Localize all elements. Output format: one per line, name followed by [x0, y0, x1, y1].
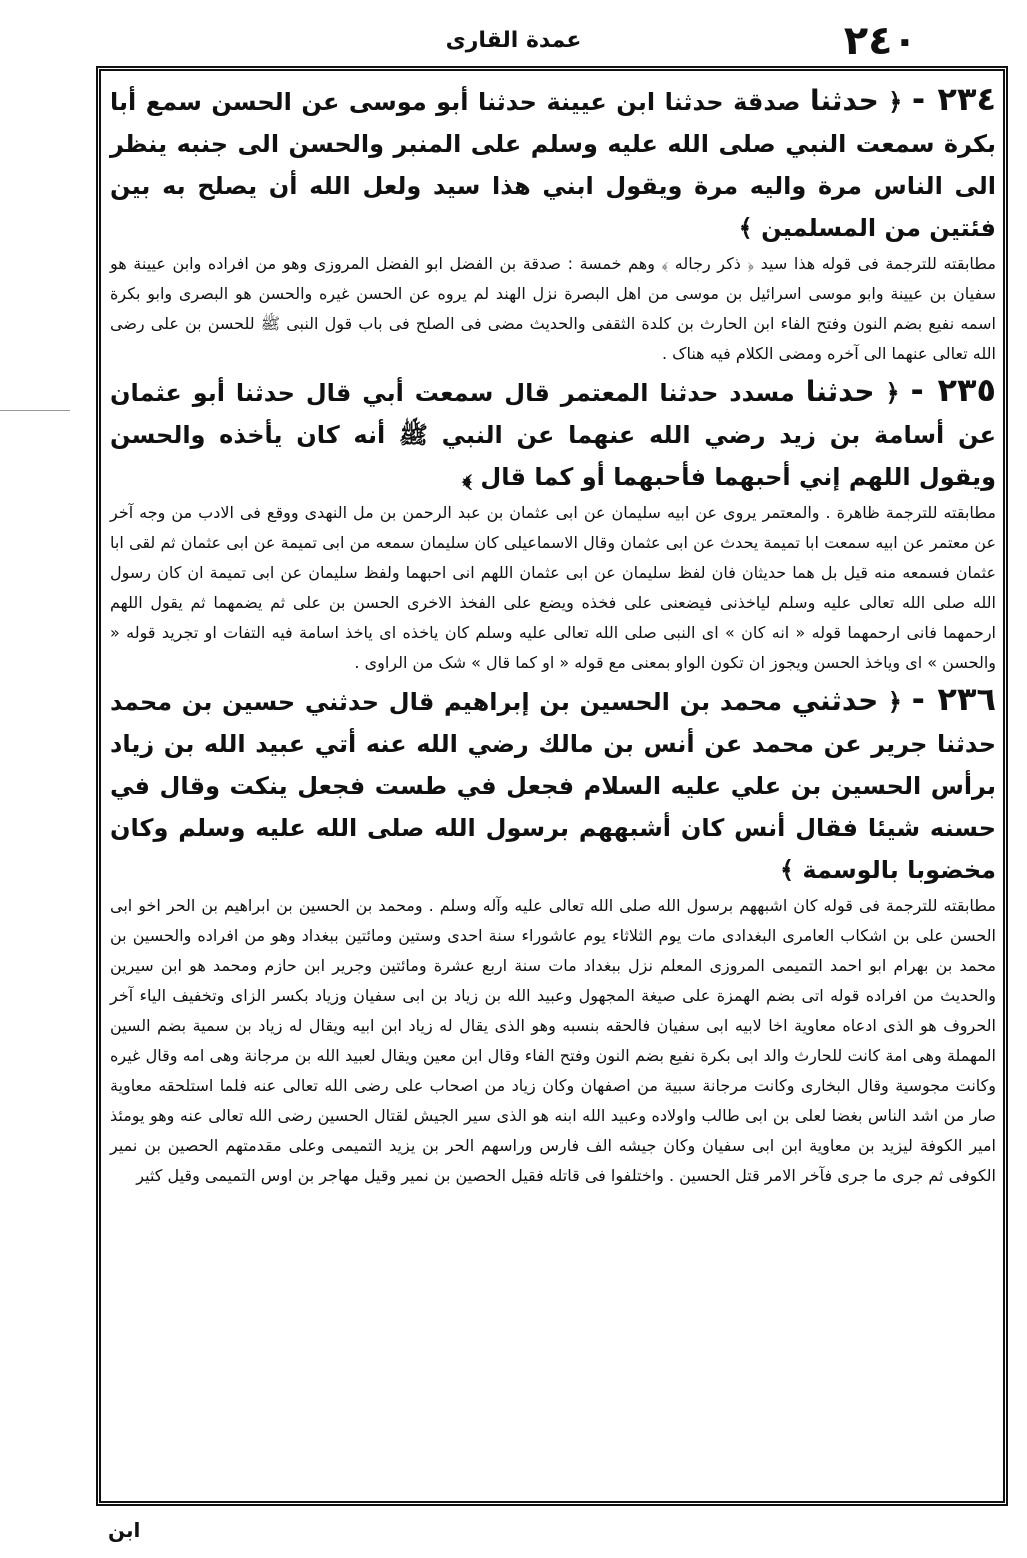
hadith-number: ٢٣٦ -: [911, 680, 996, 718]
commentary-paragraph: مطابقته للترجمة فی قوله کان اشبههم برسول الله صلی الله تعالی علیه وآله وسلم . ومحمد بن الحسین بن ابراهیم بن الحر اخو ابی الحسن علی بن اشکاب العامری البغدادی مات یوم الثلاثاء یوم عاشوراء سنة احدی وستین ومائتین ببغداد وهو من افراده والحسین بن محمد بن بهرام ابو احمد التمیمی المروزی المعلم نزل ببغداد مات سنة اربع عشرة ومائتین وجریر ابن حازم ومحمد هو ابن سیرین والحدیث من افراده قوله اتی بضم الهمزة علی صیغة المجهول وعبید الله بن زیاد بن ابی سفیان وزیاد بکسر الزای وتخفیف الیاء آخر الحروف هو الذی ادعاه معاویة اخا لابیه ابی سفیان فالحقه بنسبه وهو الذی یقال له زیاد ابن ابیه ویقال له زیاد بن سمیة بضم السین المهملة وهی امة کانت للحارث والد ابی بکرة نفیع بضم النون وفتح الفاء وقال ابن معین ویقال لعبید الله بن مرجانة وهی امه وقال غیره وکانت مجوسیة وقال البخاری وکانت مرجانة سبیة من اصفهان وکان زیاد من اصحاب علی رضی الله تعالی عنه فلما استلحقه معاویة صار من اشد الناس بغضا لعلی بن ابی طالب واولاده وعبید الله ابنه هو الذی سیر الجیش لقتال الحسین رضی الله تعالی عنه وهو یومئذ امیر الکوفة لیزید بن معاویة ابن ابی سفیان وکان جیشه الف فارس وراسهم الحر بن یزید التمیمی وعلی مقدمتهم الحصین بن نمیر الکوفی ثم جری ما جری فآخر الامر قتل الحسین . واختلفوا فی قاتله فقیل الحصین بن نمیر وقیل مهاجر بن اوس التمیمی وقیل کثیر: [110, 896, 996, 1185]
margin-line: [0, 410, 70, 411]
haddathana-label: حدثنا: [809, 84, 879, 117]
hadith-block-236: [108, 678, 998, 1191]
running-title: عمدة القاری: [445, 28, 582, 53]
hadith-block-234: [108, 78, 998, 369]
hadith-text: ٢٣٦ - ﴿ حدثني محمد بن الحسين بن إبراهيم قال حدثني حسين بن محمد حدثنا جرير عن محمد عن أنس بن مالك رضي الله عنه أتي عبيد الله بن زياد برأس الحسين بن علي عليه السلام فجعل في طست فجعل ينكت وقال في حسنه شيئا فقال أنس كان أشبههم برسول الله صلى الله عليه وسلم وكان مخضوبا بالوسمة ﴾: [110, 680, 996, 884]
hadith-matn: صدقة حدثنا ابن عيينة حدثنا أبو موسى عن الحسن سمع أبا بكرة سمعت النبي صلى الله عليه وسلم على المنبر والحسن الى جنبه ينظر الى الناس مرة واليه مرة ويقول ابني هذا سيد ولعل الله أن يصلح به بين فئتين من المسلمين ﴾: [110, 88, 996, 242]
hadith-matn: محمد بن الحسين بن إبراهيم قال حدثني حسين بن محمد حدثنا جرير عن محمد عن أنس بن مالك رضي الله عنه أتي عبيد الله بن زياد برأس الحسين بن علي عليه السلام فجعل في طست فجعل ينكت وقال في حسنه شيئا فقال أنس كان أشبههم برسول الله صلى الله عليه وسلم وكان مخضوبا بالوسمة ﴾: [110, 688, 996, 884]
page-header: [0, 0, 1027, 64]
haddathana-label: حدثني: [791, 684, 879, 717]
hadith-number: ٢٣٤ -: [911, 80, 997, 118]
hadith-number: ٢٣٥ -: [910, 371, 997, 409]
haddathana-label: حدثنا: [805, 375, 875, 408]
hadith-text: ٢٣٥ - ﴿ حدثنا مسدد حدثنا المعتمر قال سمعت أبي قال حدثنا أبو عثمان عن أسامة بن زيد رضي الله عنهما عن النبي ﷺ أنه كان يأخذه والحسن ويقول اللهم إني أحبهما فأحبهما أو كما قال ﴾: [110, 371, 997, 491]
page-body: [108, 78, 998, 1191]
hadith-text: ٢٣٤ - ﴿ حدثنا صدقة حدثنا ابن عيينة حدثنا أبو موسى عن الحسن سمع أبا بكرة سمعت النبي صلى الله عليه وسلم على المنبر والحسن الى جنبه ينظر الى الناس مرة واليه مرة ويقول ابني هذا سيد ولعل الله أن يصلح به بين فئتين من المسلمين ﴾: [110, 80, 997, 242]
hadith-matn: مسدد حدثنا المعتمر قال سمعت أبي قال حدثنا أبو عثمان عن أسامة بن زيد رضي الله عنهما عن النبي ﷺ أنه كان يأخذه والحسن ويقول اللهم إني أحبهما فأحبهما أو كما قال ﴾: [110, 379, 996, 491]
catchword: ابن: [108, 1518, 141, 1542]
commentary-paragraph: مطابقته للترجمة ظاهرة . والمعتمر یروی عن ابیه سلیمان عن ابی عثمان بن عبد الرحمن بن مل النهدی ووقع فی الادب من وجه آخر عن معتمر عن ابیه سمعت ابا تمیمة یحدث عن ابی عثمان وقال الاسماعیلی کان سلیمان سمعه من ابی تمیمة عن ابی عثمان ثم لقی ابا عثمان فسمعه منه قیل بل هما حدیثان فان لفظ سلیمان عن ابی عثمان اللهم انی احبهما ولفظ سلیمان عن ابی تمیمة ان کان رسول الله صلی الله تعالی علیه وسلم لیاخذنی فیضعنی علی فخذه ویضع علی الفخذ الاخری الحسن بن علی ثم یضمهما ثم یقول اللهم ارحمهما فانی ارحمهما قوله « انه کان » ای النبی صلی الله تعالی علیه وسلم کان یاخذه ای یاخذ اسامة فیه التفات او تجرید قوله « والحسن » ای ویاخذ الحسن ویجوز ان تکون الواو بمعنی مع قوله « او کما قال » شک من الراوی .: [110, 503, 996, 672]
page-number: ٢٤٠: [843, 18, 917, 64]
commentary-paragraph: مطابقته للترجمة فی قوله هذا سید ﴿ ذکر رجاله ﴾ وهم خمسة : صدقة بن الفضل ابو الفضل المروزی وهو من افراده وابن عیینة هو سفیان بن عیینة وابو موسی اسرائیل بن موسی من اهل البصرة نزل الهند لم یروه عن الحسن غیره والحسن هو البصری وابو بکرة اسمه نفیع بضم النون وفتح الفاء ابن الحارث بن کلدة الثقفی والحدیث مضی فی الصلح فی باب قول النبی ﷺ للحسن بن علی رضی الله تعالی عنهما الی آخره ومضی الکلام فیه هناک .: [110, 254, 996, 363]
hadith-block-235: [108, 369, 998, 678]
